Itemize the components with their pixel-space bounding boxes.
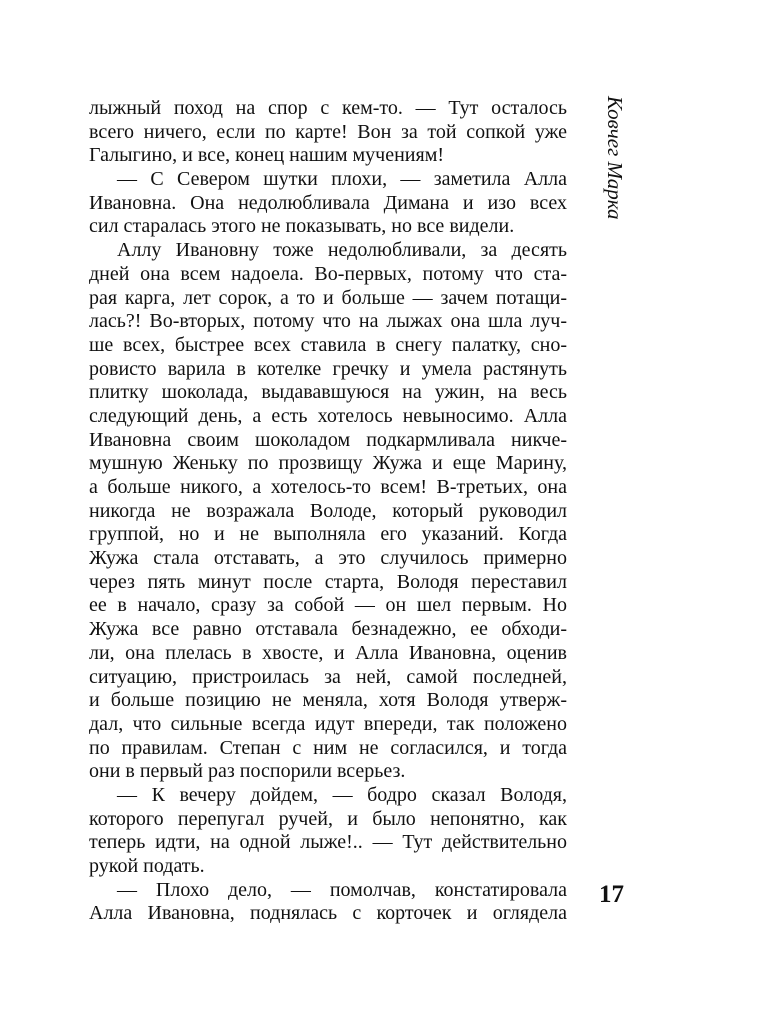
text-line: Ивановна. Она недолюбливала Димана и изо всех <box>89 191 567 214</box>
text-line: следующий день, а есть хотелось невыносимо. Алла <box>89 404 567 427</box>
body-text <box>89 97 567 926</box>
text-line: через пять минут после старта, Володя переставил <box>89 570 567 593</box>
text-line: группой, но и не выполняла его указаний. Когда <box>89 523 567 546</box>
text-line: ситуацию, пристроилась за ней, самой последней, <box>89 665 567 688</box>
text-line: ее в начало, сразу за собой — он шел первым. Но <box>89 594 567 617</box>
text-line: они в первый раз поспорили всерьез. <box>89 760 406 783</box>
text-line: — Плохо дело, — помолчав, констатировала <box>117 878 567 901</box>
page-number: 17 <box>599 881 624 908</box>
text-line: мушную Женьку по прозвищу Жужа и еще Марину, <box>89 452 567 475</box>
text-line: Аллу Ивановну тоже недолюбливали, за десять <box>117 239 567 262</box>
text-line: лыжный поход на спор с кем-то. — Тут осталось <box>89 97 567 119</box>
running-head-title: Ковчег Марка <box>603 96 627 220</box>
text-line: Жужа все равно отставала безнадежно, ее обходи- <box>89 618 567 641</box>
text-line: плитку шоколада, выдававшуюся на ужин, на весь <box>89 381 567 404</box>
text-line: никогда не возражала Володе, который руководил <box>89 499 567 522</box>
text-line: и больше позицию не меняла, хотя Володя утверж- <box>89 689 567 712</box>
text-line: рукой подать. <box>89 855 205 877</box>
text-line: дал, что сильные всегда идут впереди, так положено <box>89 712 567 735</box>
text-line: дней она всем надоела. Во-первых, потому что ста- <box>89 262 567 285</box>
text-line: ровисто варила в котелке гречку и умела растянуть <box>89 357 567 380</box>
text-line: рая карга, лет сорок, а то и больше — зачем потащи- <box>89 286 567 309</box>
text-line: теперь идти, на одной лыже!.. — Тут действительно <box>89 831 567 854</box>
text-line: ли, она плелась в хвосте, и Алла Ивановна, оценив <box>89 641 567 664</box>
text-line: сил старалась этого не показывать, но все видели. <box>89 215 515 238</box>
text-line: по правилам. Степан с ним не согласился, и тогда <box>89 736 567 759</box>
text-line: Галыгино, и все, конец нашим мучениям! <box>89 144 445 167</box>
text-line: Алла Ивановна, поднялась с корточек и оглядела <box>89 902 567 925</box>
text-line: — С Севером шутки плохи, — заметила Алла <box>117 168 567 191</box>
text-line: а больше никого, а хотелось-то всем! В-третьих, она <box>89 476 567 498</box>
text-line: Ивановна своим шоколадом подкармливала никче- <box>89 428 567 451</box>
text-line: всего ничего, если по карте! Вон за той сопкой уже <box>89 120 567 143</box>
text-line: Жужа стала отставать, а это случилось примерно <box>89 547 567 570</box>
text-line: лась?! Во-вторых, потому что на лыжах она шла луч- <box>89 310 567 333</box>
text-line: которого перепугал ручей, и было непонятно, как <box>89 807 567 830</box>
text-line: ше всех, быстрее всех ставила в снегу палатку, сно- <box>89 333 567 356</box>
running-head <box>603 96 633 256</box>
text-line: — К вечеру дойдем, — бодро сказал Володя, <box>117 783 567 806</box>
